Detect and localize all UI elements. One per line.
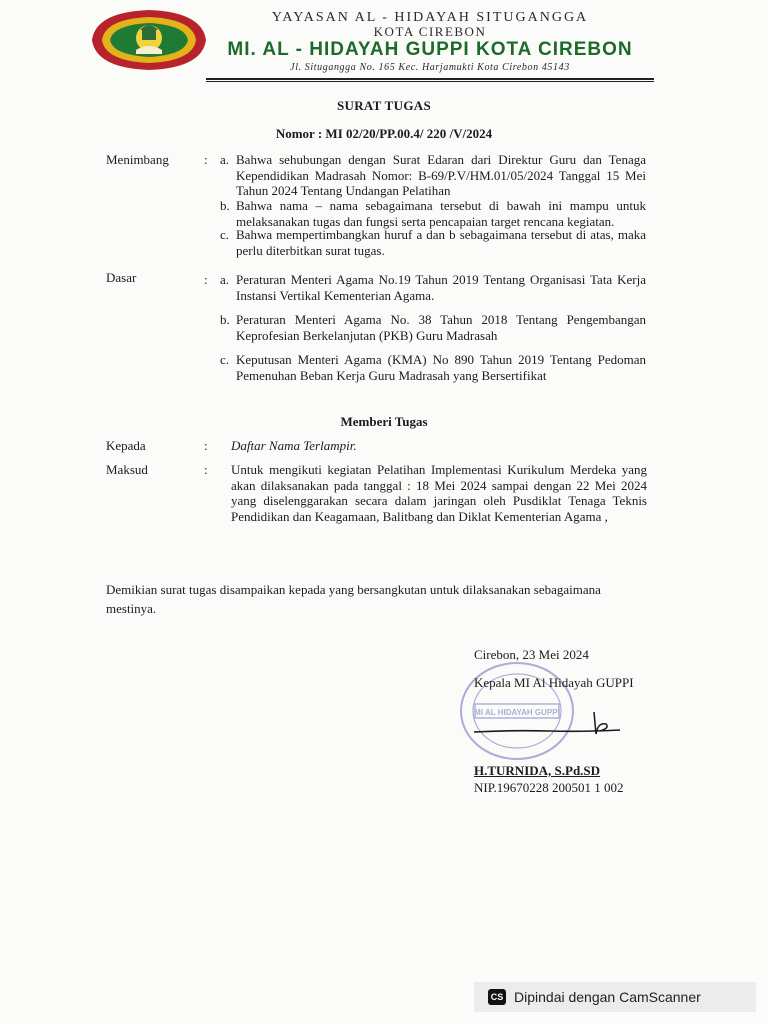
menimbang-marker-c: c. bbox=[220, 227, 230, 242]
foundation-name: YAYASAN AL - HIDAYAH SITUGANGGA bbox=[271, 10, 589, 25]
dasar-label: Dasar bbox=[106, 270, 137, 285]
kepada-colon: : bbox=[204, 438, 208, 453]
kepada-label: Kepada bbox=[106, 438, 146, 453]
assignment-heading: Memberi Tugas bbox=[340, 414, 428, 429]
school-logo-icon bbox=[84, 6, 214, 74]
maksud-value: Untuk mengikuti kegiatan Pelatihan Implementasi Kurikulum Merdeka yang akan dilaksanakan pada tanggal : 18 Mei 2024 sampai dengan 22 Mei 2024 yang diselenggarakan secara dalam jaringan oleh Pusdiklat Tenaga Teknis Pendidikan dan Keagamaan, Balitbang dan Diklat Kementerian Agama , bbox=[231, 462, 647, 524]
menimbang-item-b: Bahwa nama – nama sebagaimana tersebut di bawah ini mampu untuk melaksanakan tugas dan fungsi serta pencapaian target rencana kegiatan. bbox=[236, 198, 646, 229]
signature-place-date: Cirebon, 23 Mei 2024 bbox=[474, 647, 589, 662]
menimbang-colon: : bbox=[204, 152, 208, 167]
kepada-value: Daftar Nama Terlampir. bbox=[231, 438, 357, 453]
letterhead bbox=[0, 0, 768, 80]
dasar-marker-c: c. bbox=[220, 352, 230, 367]
dasar-item-b: Peraturan Menteri Agama No. 38 Tahun 2018 Tentang Pengembangan Keprofesian Berkelanjutan (PKB) Guru Madrasah bbox=[236, 312, 646, 343]
document-number: Nomor : MI 02/20/PP.00.4/ 220 /V/2024 bbox=[275, 126, 493, 141]
maksud-label: Maksud bbox=[106, 462, 148, 477]
menimbang-label: Menimbang bbox=[106, 152, 169, 167]
menimbang-marker-a: a. bbox=[220, 152, 230, 167]
scanner-badge-text: Dipindai dengan CamScanner bbox=[514, 989, 701, 1005]
menimbang-item-c: Bahwa mempertimbangkan huruf a dan b sebagaimana tersebut di atas, maka perlu diterbitkan surat tugas. bbox=[236, 227, 646, 258]
foundation-city: KOTA CIREBON bbox=[373, 24, 487, 39]
menimbang-item-a: Bahwa sehubungan dengan Surat Edaran dari Direktur Guru dan Tenaga Kependidikan Madrasah Nomor: B-69/P.V/HM.01/05/2024 Tanggal 15 Mei Tahun 2024 Tentang Undangan Pelatihan bbox=[236, 152, 646, 198]
school-address: Jl. Situgangga No. 165 Kec. Harjamukti Kota Cirebon 45143 bbox=[290, 62, 570, 73]
document-title: SURAT TUGAS bbox=[337, 98, 431, 113]
maksud-colon: : bbox=[204, 462, 208, 477]
closing-text: Demikian surat tugas disampaikan kepada yang bersangkutan untuk dilaksanakan sebagaimana mestinya. bbox=[106, 582, 601, 616]
dasar-marker-b: b. bbox=[220, 312, 230, 327]
dasar-marker-a: a. bbox=[220, 272, 230, 287]
handwritten-signature-icon bbox=[470, 704, 630, 744]
letterhead-rule bbox=[206, 78, 654, 80]
school-name: MI. AL - HIDAYAH GUPPI KOTA CIREBON bbox=[227, 39, 633, 60]
camscanner-icon: CS bbox=[488, 989, 506, 1005]
scanner-badge bbox=[474, 982, 756, 1012]
menimbang-marker-b: b. bbox=[220, 198, 230, 213]
signature-position: Kepala MI Al Hidayah GUPPI bbox=[474, 675, 634, 690]
signatory-name: H.TURNIDA, S.Pd.SD bbox=[474, 763, 601, 778]
dasar-item-a: Peraturan Menteri Agama No.19 Tahun 2019 Tentang Organisasi Tata Kerja Instansi Vertikal Kementerian Agama. bbox=[236, 272, 646, 303]
letterhead-rule-thin bbox=[206, 81, 654, 82]
signatory-nip: NIP.19670228 200501 1 002 bbox=[474, 780, 624, 795]
stamp-text: MI AL HIDAYAH GUPPI bbox=[474, 708, 560, 717]
dasar-item-c: Keputusan Menteri Agama (KMA) No 890 Tahun 2019 Tentang Pedoman Pemenuhan Beban Kerja Guru Madrasah yang Bersertifikat bbox=[236, 352, 646, 383]
dasar-colon: : bbox=[204, 272, 208, 287]
